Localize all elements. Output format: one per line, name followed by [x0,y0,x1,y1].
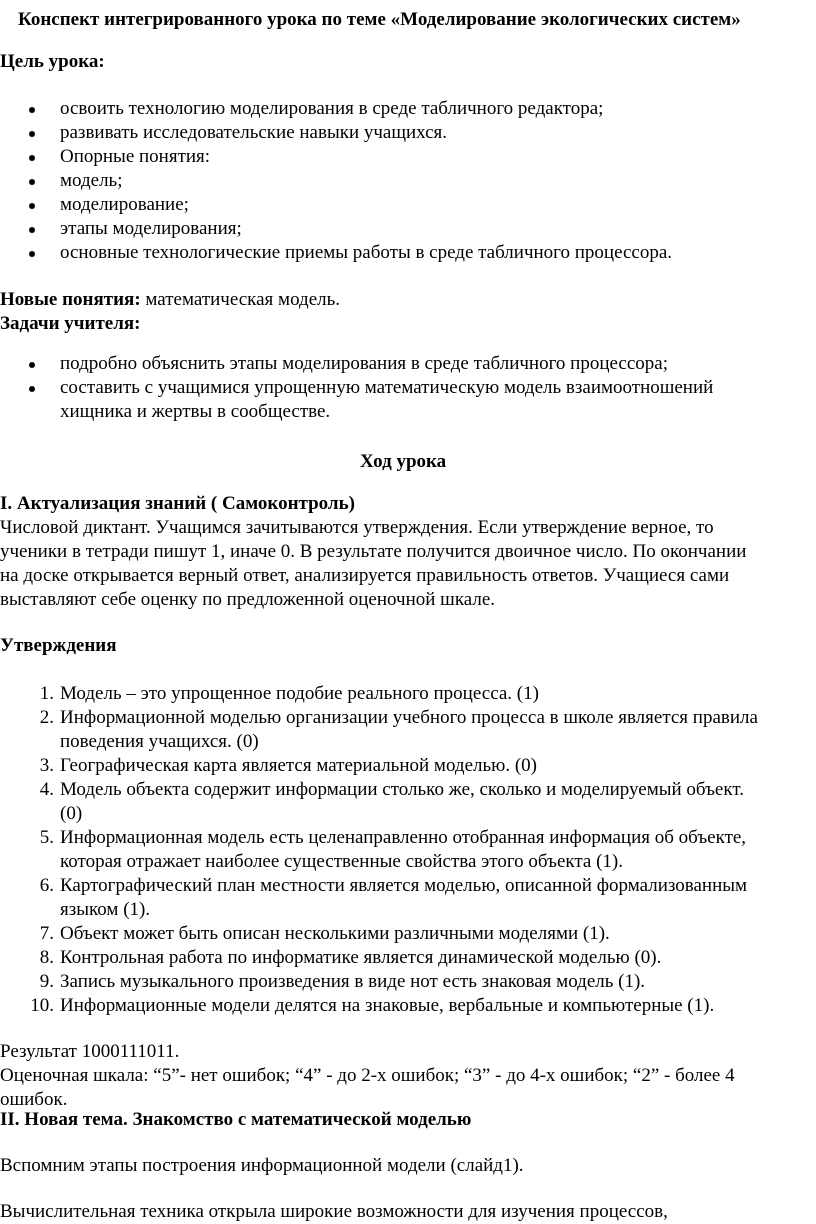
bullet-icon [27,145,37,169]
item-number: 8. [39,947,54,968]
item-number: 3. [39,755,54,776]
bullet-icon [27,97,37,121]
document-title: Конспект интегрированного урока по теме «Моделирование экологических систем» [18,9,741,30]
item-number: 2. [39,707,54,728]
item-number: 10. [30,995,54,1016]
section2-heading: II. Новая тема. Знакомство с математической моделью [0,1109,472,1130]
item-number: 6. [39,875,54,896]
item-number: 5. [39,827,54,848]
lesson-heading: Ход урока [360,451,447,472]
item-number: 1. [39,683,54,704]
section1-heading: I. Актуализация знаний ( Самоконтроль) [0,493,355,514]
bullet-icon [27,217,37,241]
bullet-icon [27,121,37,145]
item-number: 4. [39,779,54,800]
bullet-icon [27,169,37,193]
section2-paragraph-2: Вычислительная техника открыла широкие возможности для изучения процессов, [0,1201,668,1222]
section2-paragraph-1: Вспомним этапы построения информационной модели (слайд1). [0,1155,524,1176]
statements-heading: Утверждения [0,635,117,656]
goal-heading: Цель урока: [0,51,105,72]
bullet-icon [27,376,37,400]
item-number: 9. [39,971,54,992]
item-number: 7. [39,923,54,944]
new-concepts [0,288,340,312]
result-line: Результат 1000111011. [0,1041,180,1062]
bullet-icon [27,193,37,217]
document-page: Конспект интегрированного урока по теме «Моделирование экологических систем» Цель урока: освоить технологию моделирования в среде табличного редактора; развивать исследовательские навыки учащихся. Опорные понятия: модель; моделирование; этапы моделирования; основные технологические приемы работы в среде табличного процессора. Новые понятия: математическая модель. Задачи учителя: подробно объяснить этапы моделирования в среде табличного процессора; составить с учащимися упрощенную математическую модель взаимоотношений хищника и жертвы в сообществе. Ход урока I. Актуализация знаний ( Самоконтроль) Числовой диктант. Учащимся зачитываются утверждения. Если утверждение верное, то ученики в тетради пишут 1, иначе 0. В результате получится двоичное число. По окончании на доске открывается верный ответ, анализируется правильность ответов. Учащиеся сами выставляют себе оценку по предложенной оценочной шкале. Утверждения 1. Модель – это упрощенное подобие реального процесса. (1) 2. Информационной моделью организации учебного процесса в школе является правила поведения учащихся. (0) 3. Географическая карта является материальной моделью. (0) 4. Модель объекта содержит информации столько же, сколько и моделируемый объект. (0) 5. Информационная модель есть целенаправленно отобранная информация об объекте, которая отражает наиболее существенные свойства этого объекта (1). 6. Картографический план местности является моделью, описанной формализованным языком (1). 7. Объект может быть описан несколькими различными моделями (1). 8. Контрольная работа по информатике является динамической моделью (0). 9. Запись музыкального произведения в виде нот есть знаковая модель (1). 10. Информационные модели делятся на знаковые, вербальные и компьютерные (1). Результат 1000111011. Оценочная шкала: “5”- нет ошибок; “4” - до 2-х ошибок; “3” - до 4-х ошибок; “2” - более 4 ошибок. II. Новая тема. Знакомство с математической моделью Вспомним этапы построения информационной модели (слайд1). Вычислительная техника открыла широкие возможности для изучения процессов, [0,9,758,1222]
bullet-icon [27,352,37,376]
teacher-tasks-heading: Задачи учителя: [0,313,141,334]
bullet-icon [27,241,37,265]
new-concepts-text: математическая модель. [140,289,341,310]
new-concepts-label: Новые понятия: [0,289,141,310]
